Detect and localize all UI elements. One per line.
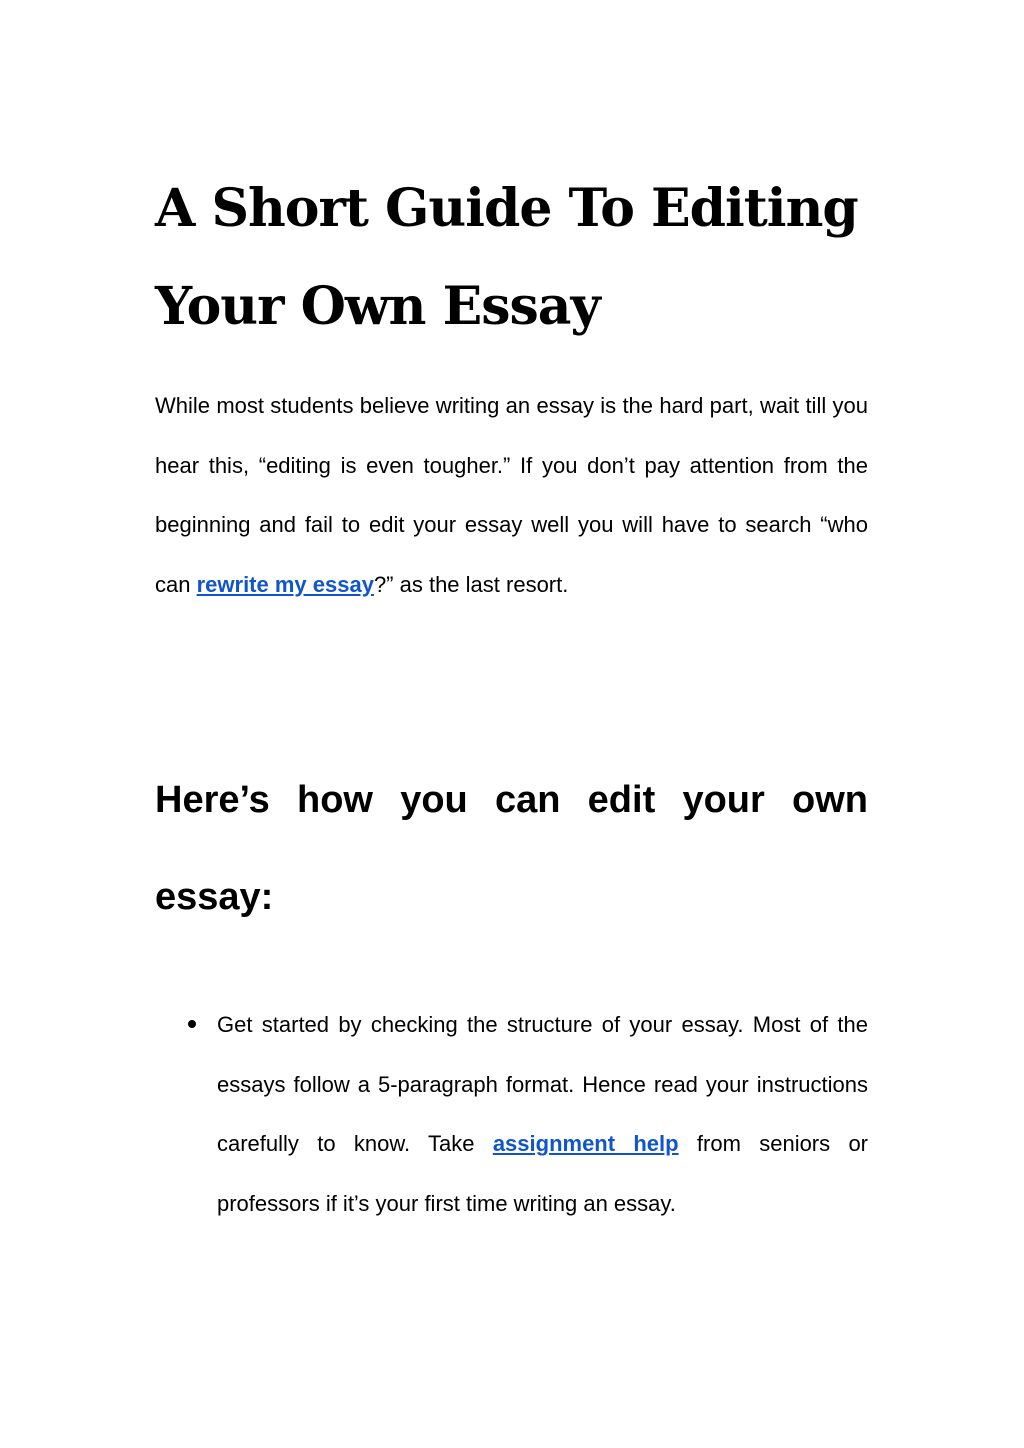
intro-paragraph [155, 376, 868, 614]
bullet-text-before-link: Get started by checking the structure of your essay. Most of the essays follow a 5-paragraph format. Hence read your instructions carefully to know. Take [217, 1012, 868, 1156]
bullet-text-after-link: from seniors or professors if it’s your first time writing an essay. [217, 1131, 869, 1216]
bullet-icon [188, 1020, 196, 1028]
document-title: A Short Guide To Editing Your Own Essay [155, 178, 858, 337]
section-heading: Here’s how you can edit your own essay: [155, 779, 868, 918]
list-item-text [217, 995, 868, 1233]
intro-text-after-link: ?” as the last resort. [373, 571, 569, 597]
intro-text-before-link: While most students believe writing an essay is the hard part, wait till you hear this, “editing is even tougher.” If you don’t pay attention from the beginning and fail to edit your essay well you will have to search “who can [155, 393, 868, 597]
tips-list [155, 995, 868, 1233]
assignment-help-link[interactable]: assignment help [492, 1131, 679, 1156]
list-item [155, 995, 868, 1233]
rewrite-my-essay-link[interactable]: rewrite my essay [196, 571, 374, 597]
